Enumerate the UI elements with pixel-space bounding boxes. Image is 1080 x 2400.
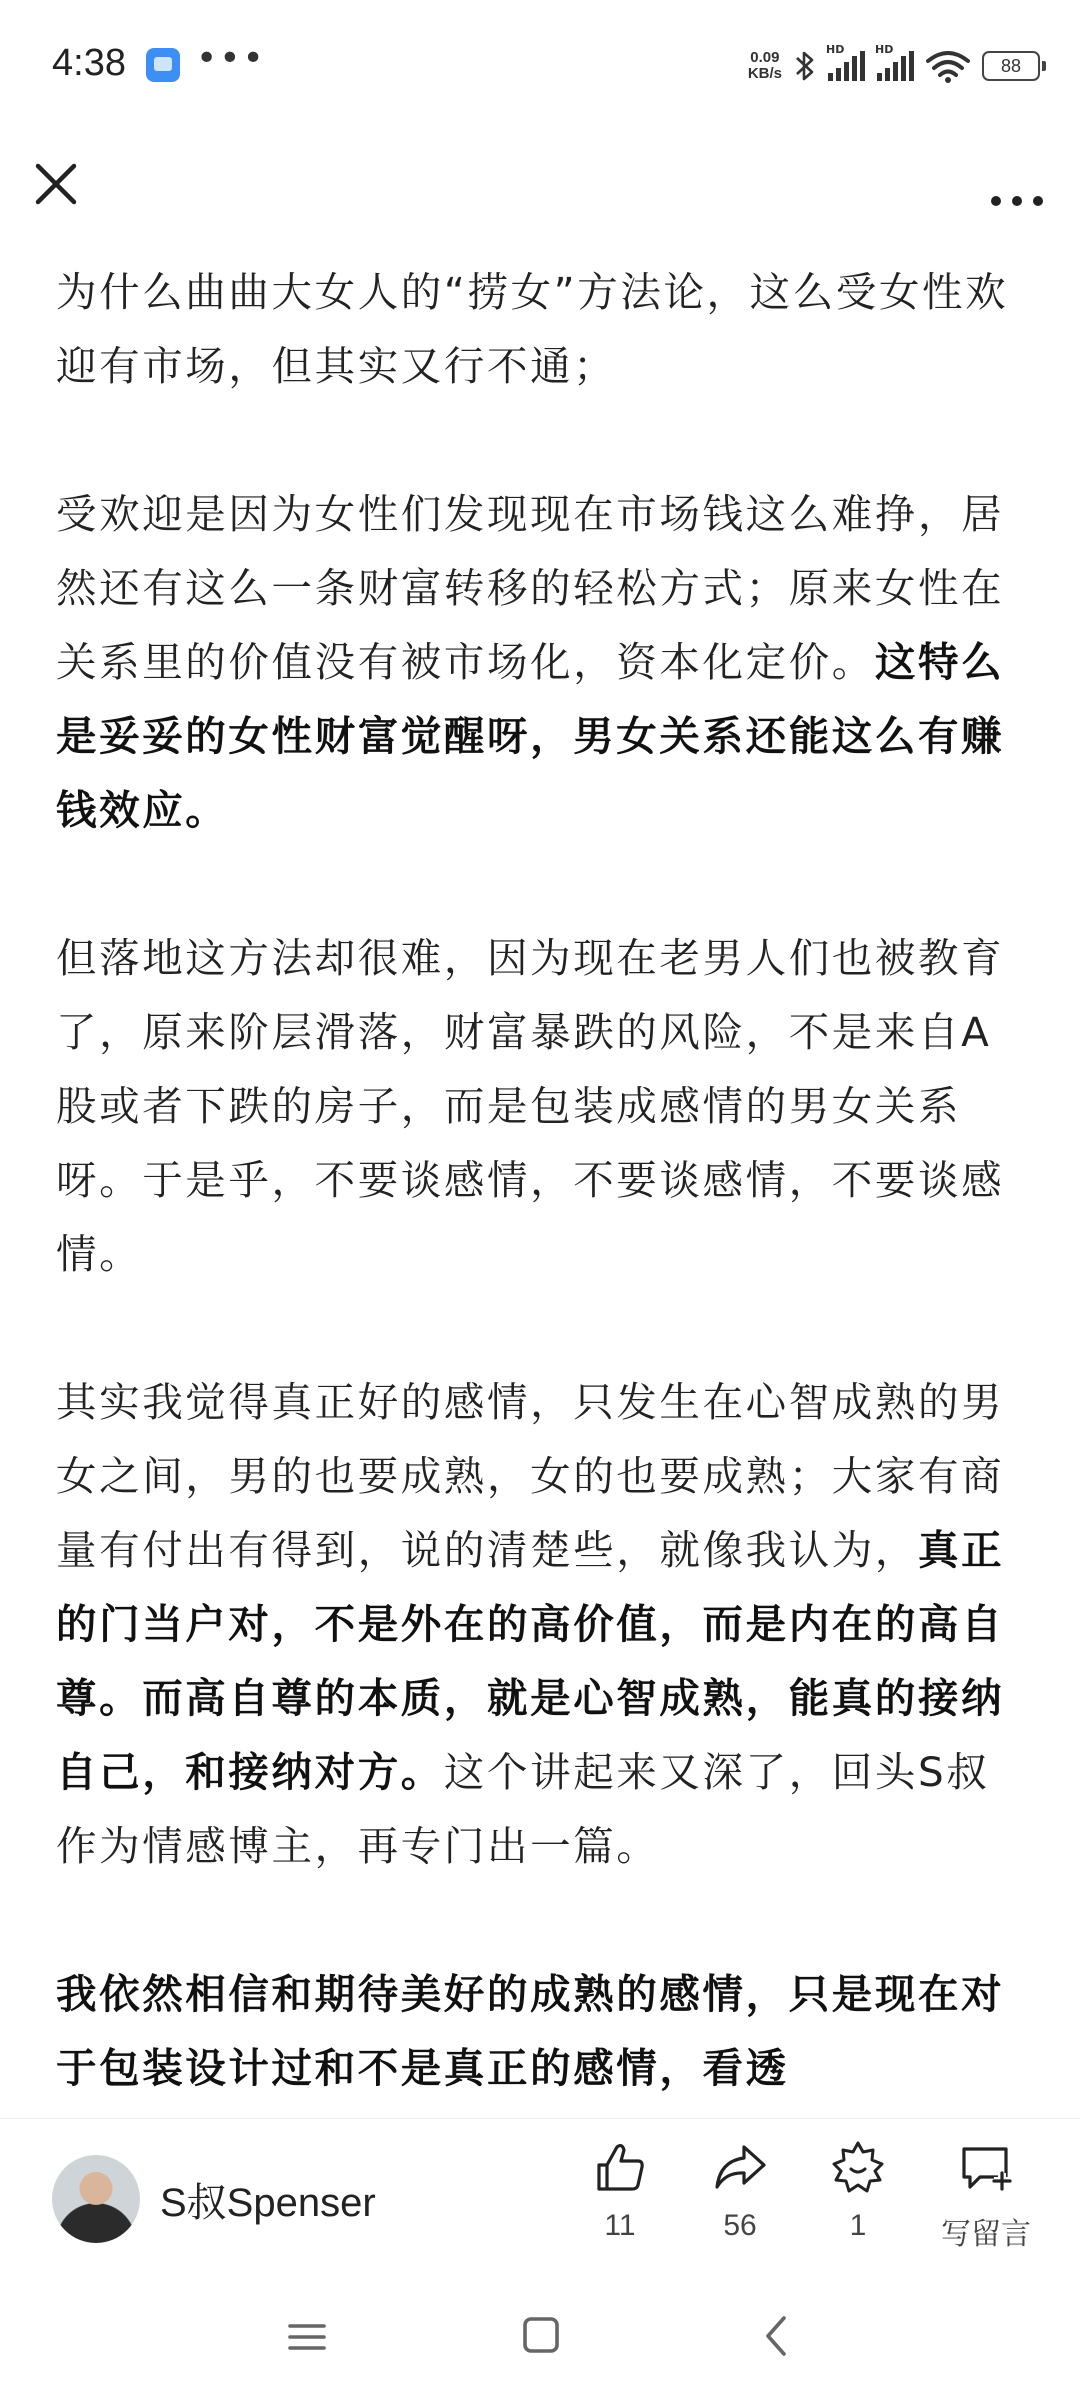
paragraph-text: 其实我觉得真正好的感情，只发生在心智成熟的男女之间，男的也要成熟，女的也要成熟；大家有商量有付出有得到，说的清楚些，就像我认为， (56, 1378, 1005, 1574)
network-speed-unit: KB/s (747, 65, 782, 82)
thumbs-up-icon (592, 2139, 648, 2195)
comment-icon (958, 2139, 1014, 2195)
bold-text: 我依然相信和期待美好的成熟的感情，只是现在对于包装设计过和不是真正的感情，看透 (56, 1970, 1005, 2092)
signal-1-icon (826, 43, 865, 81)
system-nav-bar (0, 2270, 1080, 2400)
paragraph-text: 但落地这方法却很难，因为现在老男人们也被教育了，原来阶层滑落，财富暴跌的风险，不是来自A股或者下跌的房子，而是包装成感情的男女关系呀。于是乎，不要谈感情，不要谈感情，不要谈感情。 (56, 934, 1005, 1278)
wow-button[interactable] (808, 2139, 908, 2243)
paragraph-text: 受欢迎是因为女性们发现现在市场钱这么难挣，居然还有这么一条财富转移的轻松方式；原来女性在关系里的价值没有被市场化，资本化定价。 (56, 490, 1005, 686)
more-notifications-icon: ••• (196, 38, 266, 79)
paragraph-text: 这个讲起来又深了，回头S叔作为情感博主，再专门出一篇。 (56, 1748, 990, 1870)
network-speed (748, 50, 782, 82)
article-paragraph (56, 255, 1026, 403)
comment-label: 写留言 (941, 2218, 1031, 2251)
like-count: 11 (604, 2209, 636, 2242)
app-notification-icon (146, 48, 180, 82)
share-icon (712, 2139, 768, 2195)
author-name[interactable]: S叔Spenser (160, 2181, 376, 2225)
article-paragraph (56, 1365, 1026, 1883)
status-bar (0, 0, 1080, 130)
signal-2-label: HD (875, 43, 894, 56)
wifi-icon (926, 49, 970, 83)
share-button[interactable] (690, 2139, 790, 2243)
bold-text: 这特么是妥妥的女性财富觉醒呀，男女关系还能这么有赚钱效应。 (56, 638, 1005, 834)
bold-text: 真正的门当户对，不是外在的高价值，而是内在的高自尊。而高自尊的本质，就是心智成熟，能真的接纳自己，和接纳对方。 (56, 1526, 1005, 1796)
write-comment-button[interactable] (926, 2139, 1046, 2253)
home-icon[interactable] (518, 2312, 564, 2358)
wow-icon (830, 2139, 886, 2195)
network-speed-value: 0.09 (750, 49, 780, 66)
article-body (56, 255, 1026, 2115)
top-nav (0, 130, 1080, 240)
wow-count: 1 (849, 2209, 867, 2242)
share-count: 56 (723, 2209, 757, 2242)
article-paragraph (56, 921, 1026, 1291)
status-icons (748, 38, 1040, 94)
article-paragraph (56, 477, 1026, 847)
battery-icon: 88 (982, 51, 1040, 81)
more-options-icon[interactable] (982, 156, 1052, 212)
close-icon[interactable] (28, 156, 84, 212)
author-avatar[interactable] (52, 2155, 140, 2243)
paragraph-text: 为什么曲曲大女人的“捞女”方法论，这么受女性欢迎有市场，但其实又行不通； (56, 268, 1009, 390)
bluetooth-icon (794, 49, 816, 83)
article-paragraph (56, 1957, 1026, 2105)
signal-1-label: HD (826, 43, 845, 56)
bottom-action-bar (0, 2118, 1080, 2269)
status-time: 4:38 (52, 42, 126, 84)
recent-apps-icon[interactable] (282, 2312, 332, 2362)
signal-2-icon (875, 43, 914, 81)
back-icon[interactable] (756, 2310, 796, 2362)
like-button[interactable] (570, 2139, 670, 2243)
